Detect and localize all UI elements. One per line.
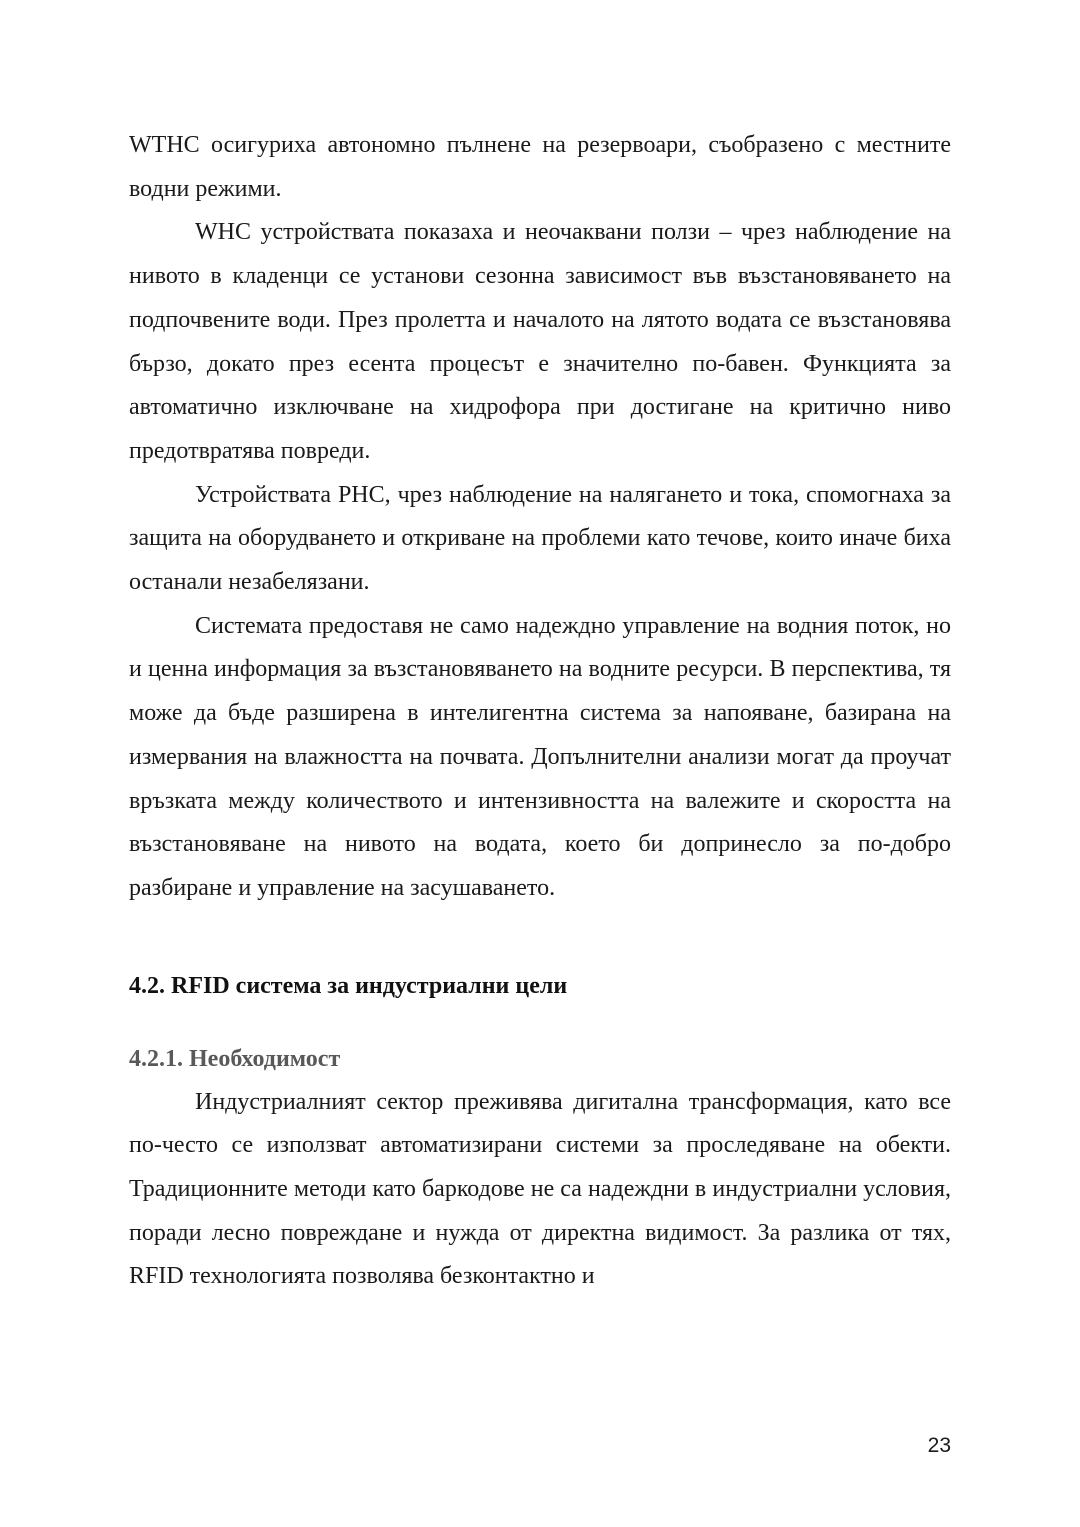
paragraph-wthc: WTHC осигуриха автономно пълнене на резервоари, съобразено с местните водни режими. (129, 132, 951, 202)
subsection-heading: 4.2.1. Необходимост (129, 1045, 341, 1072)
page-number: 23 (927, 1434, 951, 1457)
paragraph-phc: Устройствата PHC, чрез наблюдение на налягането и тока, спомогнаха за защита на оборудването и откриване на проблеми като течове, които иначе биха останали незабелязани. (129, 481, 951, 596)
document-page (129, 124, 951, 1299)
paragraph-system-summary: Системата предоставя не само надеждно управление на водния поток, но и ценна информация за възстановяването на водните ресурси. В перспектива, тя може да бъде разширена в интелигентна система за напояване, базирана на измервания на влажността на почвата. Допълнителни анализи могат да проучат връзката между количеството и интензивността на валежите и скоростта на възстановяване на нивото на водата, което би допринесло за по-добро разбиране и управление на засушаването. (129, 612, 951, 901)
paragraph-whc: WHC устройствата показаха и неочаквани ползи – чрез наблюдение на нивото в кладенци се установи сезонна зависимост във възстановяването на подпочвените води. През пролетта и началото на лятото водата се възстановява бързо, докато през есента процесът е значително по-бавен. Функцията за автоматично изключване на хидрофора при достигане на критично ниво предотвратява повреди. (129, 219, 951, 464)
paragraph-necessity: Индустриалният сектор преживява дигитална трансформация, като все по-често се използват автоматизирани системи за проследяване на обекти. Традиционните методи като баркодове не са надеждни в индустриални условия, поради лесно повреждане и нужда от директна видимост. За разлика от тях, RFID технологията позволява безконтактно и (129, 1088, 951, 1290)
section-heading: 4.2. RFID система за индустриални цели (129, 972, 568, 999)
